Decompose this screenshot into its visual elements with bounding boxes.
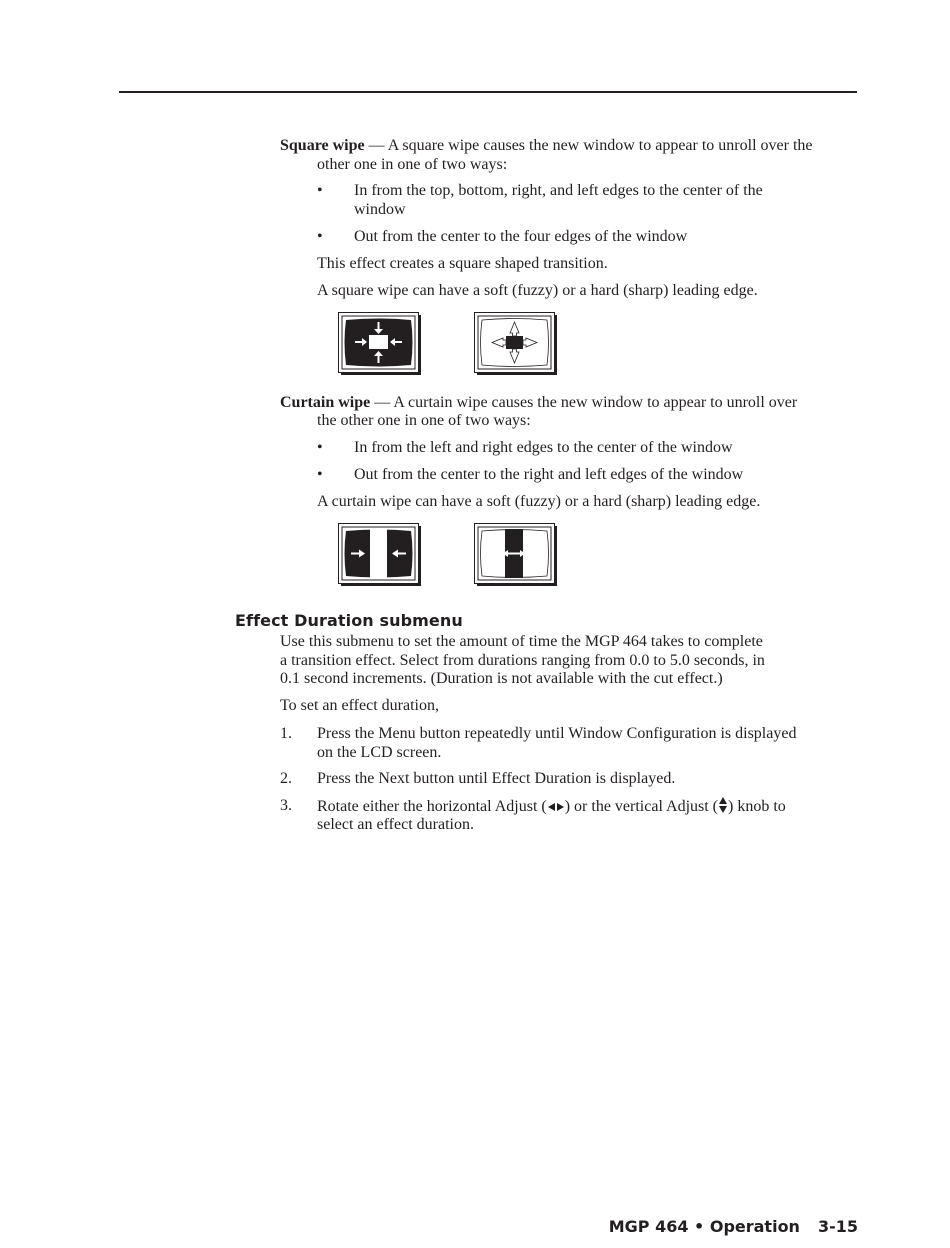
curtain-wipe-intro-text: — A curtain wipe causes the new window to appear to unroll over (370, 394, 798, 411)
square-wipe-bullet-1: In from the top, bottom, right, and left edges to the center of the (354, 182, 763, 199)
curtain-wipe-bullet-1: In from the left and right edges to the center of the window (354, 439, 733, 456)
curtain-wipe-out-icon (474, 523, 558, 587)
step-number-2: 2. (280, 770, 292, 787)
step-1-text: Press the Menu button repeatedly until Window Configuration is displayed (317, 725, 797, 742)
bullet-dot: • (317, 228, 323, 245)
bullet-dot: • (317, 466, 323, 483)
curtain-wipe-term: Curtain wipe (280, 394, 371, 411)
curtain-wipe-intro-cont: the other one in one of two ways: (317, 412, 531, 429)
step-3-text: Rotate either the horizontal Adjust ( ) or the vertical Adjust ( ) knob to (317, 796, 786, 819)
bullet-dot: • (317, 182, 323, 199)
square-wipe-bullet-1-cont: window (354, 201, 406, 218)
footer-title: MGP 464 • Operation (608, 1217, 800, 1236)
effect-duration-body-line-3: 0.1 second increments. (Duration is not available with the cut effect.) (280, 670, 723, 687)
effect-duration-lead-in: To set an effect duration, (280, 697, 439, 714)
curtain-wipe-intro (280, 393, 797, 412)
step-2-text: Press the Next button until Effect Duration is displayed. (317, 770, 676, 787)
bullet-dot: • (317, 439, 323, 456)
horizontal-adjust-icon (547, 798, 565, 817)
section-heading: Effect Duration submenu (235, 611, 463, 630)
square-wipe-note-1: This effect creates a square shaped transition. (317, 255, 608, 272)
page-number: 3-15 (817, 1217, 858, 1236)
square-wipe-term: Square wipe (280, 137, 365, 154)
square-wipe-bullet-2: Out from the center to the four edges of the window (354, 228, 688, 245)
vertical-adjust-icon (718, 796, 728, 819)
curtain-wipe-note: A curtain wipe can have a soft (fuzzy) or a hard (sharp) leading edge. (317, 493, 761, 510)
step-number-1: 1. (280, 725, 292, 742)
page-footer (609, 1217, 858, 1236)
step-3-text-cont: select an effect duration. (317, 816, 474, 833)
curtain-wipe-in-icon (338, 523, 422, 587)
header-rule (119, 91, 857, 93)
square-wipe-in-icon (338, 312, 422, 376)
step-number-3: 3. (280, 797, 292, 814)
square-wipe-out-icon (474, 312, 558, 376)
square-wipe-intro-text: — A square wipe causes the new window to appear to unroll over the (364, 137, 813, 154)
effect-duration-body-line-1: Use this submenu to set the amount of time the MGP 464 takes to complete (280, 633, 763, 650)
curtain-wipe-bullet-2: Out from the center to the right and left edges of the window (354, 466, 744, 483)
square-wipe-note-2: A square wipe can have a soft (fuzzy) or a hard (sharp) leading edge. (317, 282, 758, 299)
square-wipe-intro (280, 136, 813, 155)
step-1-text-cont: on the LCD screen. (317, 744, 442, 761)
effect-duration-body-line-2: a transition effect. Select from durations ranging from 0.0 to 5.0 seconds, in (280, 652, 765, 669)
square-wipe-intro-cont: other one in one of two ways: (317, 156, 508, 173)
